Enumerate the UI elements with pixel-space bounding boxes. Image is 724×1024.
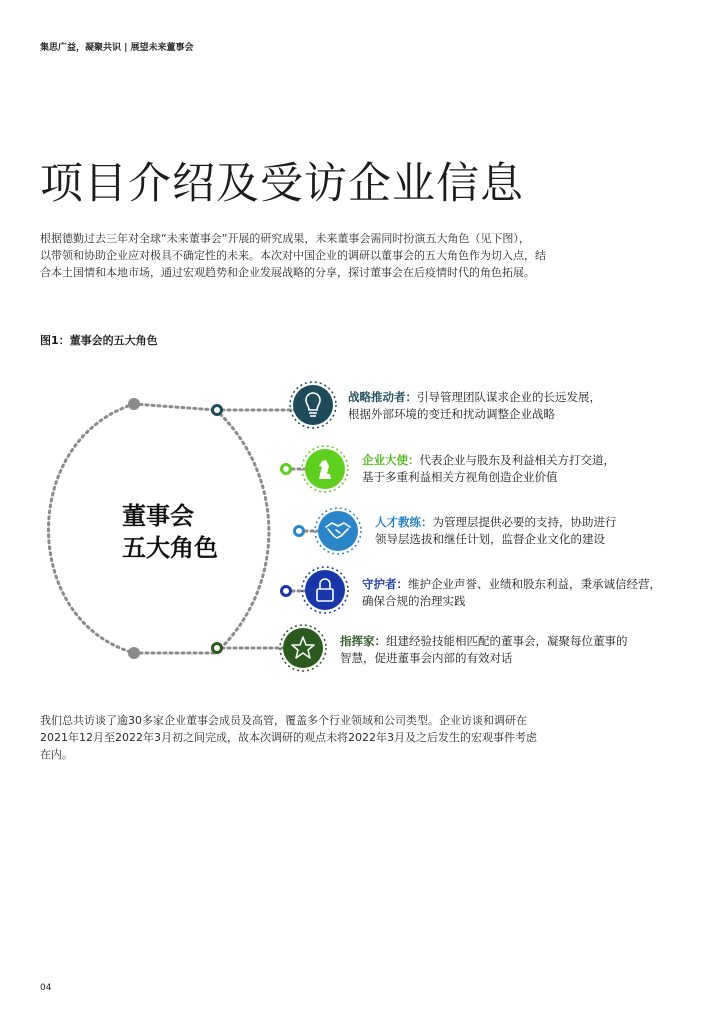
role-name: 守护者： xyxy=(362,577,408,591)
role-name: 战略推动者： xyxy=(348,390,417,404)
role-desc-line: 领导层选拔和继任计划，监督企业文化的建设 xyxy=(375,532,605,546)
role-name: 企业大使： xyxy=(362,453,420,467)
role-name: 人才教练： xyxy=(375,515,433,529)
role-coach xyxy=(375,514,617,548)
outro-line: 我们总共访谈了逾30多家企业董事会成员及高管，覆盖多个行业领域和公司类型。企业访谈和调研在 xyxy=(40,714,527,727)
role-desc-line: 组建经验技能相匹配的董事会，凝聚每位董事的 xyxy=(386,634,628,648)
role-desc-line: 基于多重利益相关方视角创造企业价值 xyxy=(362,470,558,484)
intro-line: 合本土国情和本地市场，通过宏观趋势和企业发展战略的分享，探讨董事会在后疫情时代的角色拓展。 xyxy=(40,266,535,279)
lightbulb-icon xyxy=(290,382,336,428)
dotted-arc xyxy=(216,410,269,653)
handshake-icon xyxy=(315,508,361,554)
star-icon xyxy=(280,625,326,671)
outro-paragraph xyxy=(40,712,600,763)
role-ambassador xyxy=(362,452,615,486)
figure-caption: 图1：董事会的五大角色 xyxy=(40,334,158,347)
role-desc-line: 智慧，促进董事会内部的有效对话 xyxy=(340,651,513,665)
running-header: 集思广益，凝聚共识 | 展望未来董事会 xyxy=(40,43,194,53)
center-label-line: 五大角色 xyxy=(122,534,218,562)
page-number: 04 xyxy=(40,983,52,993)
role-name: 指挥家： xyxy=(340,634,386,648)
connector-dot-coach xyxy=(295,527,304,536)
role-desc-line: 维护企业声誉、业绩和股东利益，秉承诚信经营， xyxy=(408,577,661,591)
lock-icon xyxy=(302,567,348,613)
role-desc-line: 代表企业与股东及利益相关方打交道， xyxy=(419,453,615,467)
role-guardian xyxy=(362,576,661,610)
intro-line: 以带领和协助企业应对极具不确定性的未来。本次对中国企业的调研以董事会的五大角色作为切入点，结 xyxy=(40,249,546,262)
role-desc-line: 确保合规的治理实践 xyxy=(362,594,466,608)
role-desc-line: 根据外部环境的变迁和扰动调整企业战略 xyxy=(348,407,555,421)
role-strategist xyxy=(348,389,601,423)
arc-end-dot-bottom xyxy=(128,647,140,659)
role-desc-line: 为管理层提供必要的支持，协助进行 xyxy=(432,515,617,529)
connector-dot-conductor xyxy=(213,644,222,653)
outro-line: 2021年12月至2022年3月初之间完成，故本次调研的观点未将2022年3月及之后发生的宏观事件考虑 xyxy=(40,731,537,744)
connector-dot-guardian xyxy=(282,587,291,596)
page-title: 项目介绍及受访企业信息 xyxy=(40,159,524,209)
center-label-line: 董事会 xyxy=(122,502,194,530)
intro-line: 根据德勤过去三年对全球“未来董事会”开展的研究成果，未来董事会需同时扮演五大角色（见下图）， xyxy=(40,232,530,245)
connector-dot-ambassador xyxy=(282,465,291,474)
connector-dot-strategist xyxy=(213,406,222,415)
chess-knight-icon xyxy=(302,446,348,492)
outro-line: 在内。 xyxy=(40,748,73,761)
diagram-center-label xyxy=(122,500,218,564)
role-conductor xyxy=(340,633,628,667)
role-desc-line: 引导管理团队谋求企业的长远发展， xyxy=(417,390,601,404)
arc-end-dot-top xyxy=(128,398,140,410)
